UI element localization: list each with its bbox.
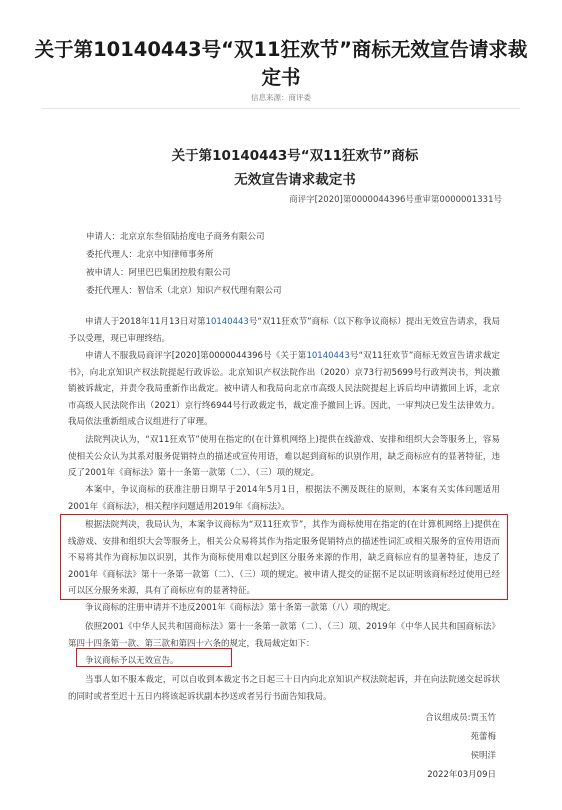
paragraph-request: 申请人于2018年11月13日对第10140443号“双11狂欢节”商标（以下称争议商标）提出无效宣告请求，我局予以受理，现已审理终结。 bbox=[68, 317, 500, 344]
paragraph-ruling: 争议商标予以无效宣告。 bbox=[85, 656, 179, 666]
document-title-line-1: 关于第10140443号“双11狂欢节”商标 bbox=[171, 148, 419, 164]
title-divider bbox=[42, 108, 520, 109]
page-title: 关于第10140443号“双11狂欢节”商标无效宣告请求裁定书 bbox=[34, 38, 528, 89]
paragraph-litigation: 申请人不服我局商评字[2020]第0000044396号《关于第10140443号“双11狂欢节”商标无效宣告请求裁定书》，向北京知识产权法院提起行政诉讼。北京知识产权法院作出（2020）京73行初5699号行政判决书，判决撤销被诉裁定，并责令我局重新作出裁定。被申请人和我局向北京市高级人民法院提起上诉后均申请撤回上诉，北京市高级人民法院作出（2021）京行终6944号行政裁定书，裁定准予撤回上诉。因此，一审判决已发生法律效力。我局依法重新组成合议组进行了审理。 bbox=[68, 351, 500, 428]
panel-member-1: 合议组成员:贾玉竹 bbox=[425, 713, 496, 723]
trademark-number-link-2[interactable]: 10140443 bbox=[306, 351, 350, 361]
paragraph-court-judgment: 法院判决认为，“双11狂欢节”使用在指定的(在计算机网络上)提供在线游戏、安排和组织大会等服务上，容易使相关公众认为其系对服务促销特点的描述或宣传用语，难以起到商标的识别作用，缺乏商标应有的显著特征，违反了2001年《商标法》第十一条第一款第（二）、（三）项的规定。 bbox=[68, 435, 500, 479]
paragraph-legal-basis: 依照2001《中华人民共和国商标法》第十一条第一款第（二）、（三）项、2019年《中华人民共和国商标法》第四十四条第一款、第三款和第四十六条的规定，我局裁定如下： bbox=[68, 622, 500, 649]
party-applicant-agent: 委托代理人：北京中知律师事务所 bbox=[86, 250, 214, 260]
paragraph-reasoning: 根据法院判决，我局认为，本案争议商标为“双11狂欢节”，其作为商标使用在指定的(在计算机网络上)提供在线游戏、安排和组织大会等服务上，相关公众易将其作为指定服务促销特点的描述性词汇或相关服务的宣传用语而不易将其作为商标加以识别，其作为商标使用难以起到区分服务来源的作用，缺乏商标应有的显著特征，违反了2001年《商标法》第十一条第一款第（二）、（三）项的规定。被申请人提交的证据不足以证明该商标经过使用已经可以区分服务来源，具有了商标应有的显著特征。 bbox=[68, 520, 500, 597]
party-respondent: 被申请人：阿里巴巴集团控股有限公司 bbox=[86, 268, 231, 278]
paragraph-article-ten: 争议商标的注册申请并不违反2001年《商标法》第十条第一款第（八）项的规定。 bbox=[85, 603, 396, 613]
trademark-number-link[interactable]: 10140443 bbox=[205, 317, 249, 327]
document-title-line-2: 无效宣告请求裁定书 bbox=[234, 172, 356, 188]
party-respondent-agent: 委托代理人：智信禾（北京）知识产权代理有限公司 bbox=[86, 286, 282, 296]
paragraph-appeal-notice: 当事人如不服本裁定，可以自收到本裁定书之日起三十日内向北京知识产权法院起诉，并在向法院递交起诉状的同时或者至迟十五日内将该起诉状副本抄送或者另行书面告知我局。 bbox=[68, 675, 500, 702]
party-applicant: 申请人：北京京东叁佰陆拾度电子商务有限公司 bbox=[86, 232, 265, 242]
panel-member-3: 侯明洋 bbox=[470, 751, 496, 761]
panel-member-2: 苑蕾梅 bbox=[470, 732, 496, 742]
ruling-date: 2022年03月09日 bbox=[427, 770, 496, 780]
document-number: 商评字[2020]第0000044396号重审第0000001331号 bbox=[289, 195, 502, 205]
info-source: 信息来源：商评委 bbox=[251, 93, 311, 102]
paragraph-applicable-law: 本案中，争议商标的获准注册日期早于2014年5月1日，根据法不溯及既往的原则，本案有关实体问题适用2001年《商标法》，相关程序问题适用2019年《商标法》。 bbox=[68, 485, 500, 512]
